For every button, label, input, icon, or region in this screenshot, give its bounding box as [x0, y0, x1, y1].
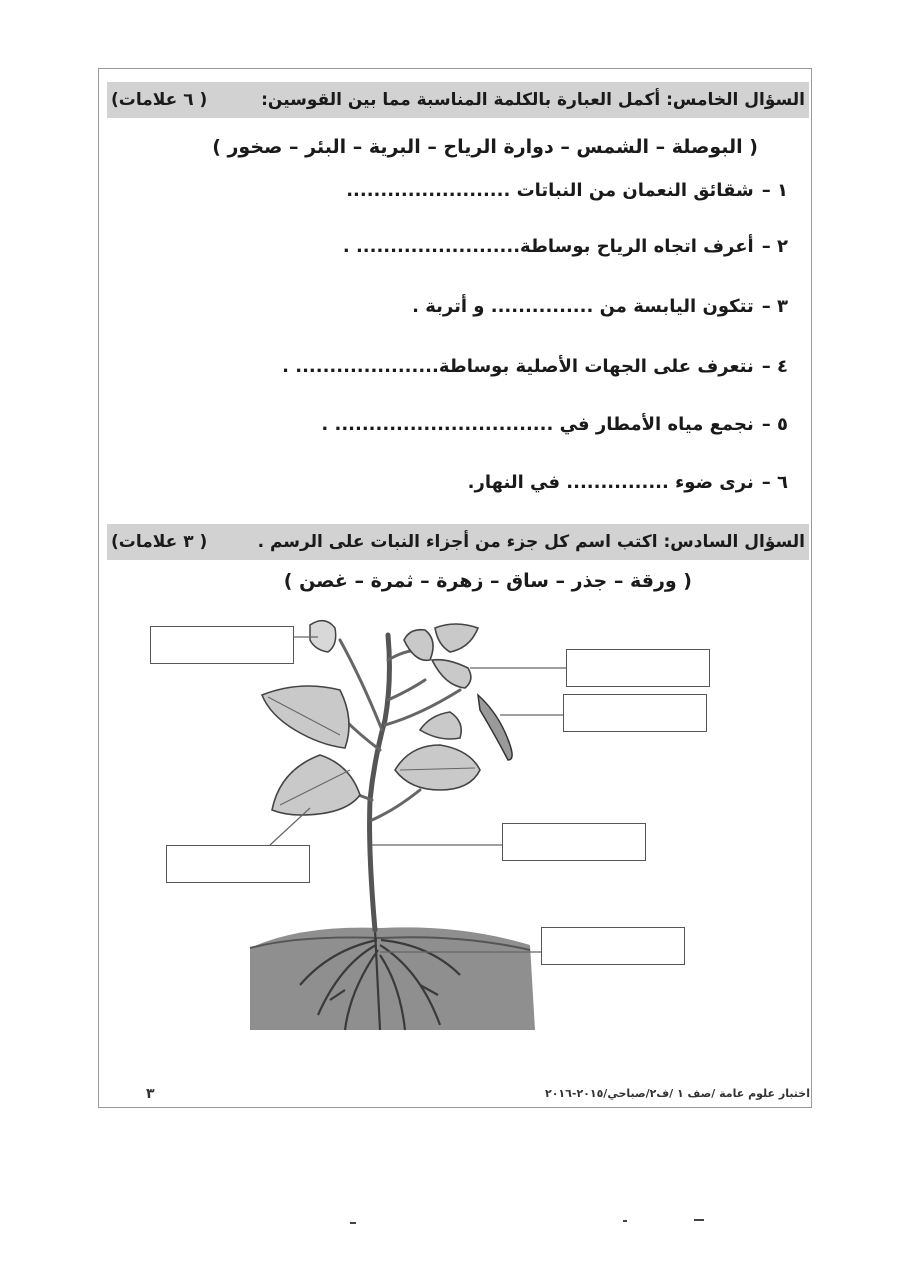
- question-5-item-3: [412, 296, 788, 317]
- label-box-branch[interactable]: [166, 845, 310, 883]
- page-number: ٣: [146, 1086, 155, 1102]
- question-5-word-bank: ( البوصلة – الشمس – دوارة الرياح – البرية – البئر – صخور ): [212, 136, 758, 158]
- item-text: شقائق النعمان من النباتات ........................: [346, 180, 754, 201]
- label-box-fruit[interactable]: [563, 694, 707, 732]
- label-box-stem[interactable]: [502, 823, 646, 861]
- item-text: تتكون اليابسة من ............... و أتربة .: [412, 296, 754, 317]
- question-5-title: السؤال الخامس: أكمل العبارة بالكلمة المناسبة مما بين القوسين:: [261, 90, 805, 110]
- scan-speck: [623, 1220, 627, 1222]
- plant-stem: [370, 635, 390, 930]
- question-5-header: [107, 82, 809, 118]
- question-5-marks: ( ٦ علامات): [111, 90, 208, 110]
- question-5-item-4: [282, 356, 788, 377]
- item-text: نتعرف على الجهات الأصلية بوساطة..................... .: [282, 356, 754, 377]
- question-5-item-1: [346, 180, 788, 201]
- item-number: ٤ –: [761, 356, 788, 377]
- question-6-marks: ( ٣ علامات): [111, 532, 208, 552]
- item-text: نجمع مياه الأمطار في ................................ .: [321, 414, 754, 435]
- question-5-item-2: [343, 236, 788, 257]
- label-box-flower[interactable]: [150, 626, 294, 664]
- question-5-item-6: [468, 472, 788, 493]
- seed-pod: [478, 695, 512, 760]
- scan-speck: [694, 1219, 704, 1221]
- item-text: أعرف اتجاه الرياح بوساطة........................ .: [342, 236, 754, 257]
- item-number: ٦ –: [761, 472, 788, 493]
- question-6-word-bank: ( ورقة – جذر – ساق – زهرة – ثمرة – غصن ): [283, 570, 692, 592]
- flower-bud: [310, 621, 336, 652]
- item-number: ٣ –: [761, 296, 788, 317]
- scan-speck: [350, 1222, 356, 1224]
- item-text: نرى ضوء ............... في النهار.: [467, 472, 754, 493]
- item-number: ١ –: [761, 180, 788, 201]
- label-box-leaf[interactable]: [566, 649, 710, 687]
- question-6-header: [107, 524, 809, 560]
- item-number: ٢ –: [761, 236, 788, 257]
- question-6-title: السؤال السادس: اكتب اسم كل جزء من أجزاء النبات على الرسم .: [257, 532, 805, 552]
- footer-exam-info: اختبار علوم عامة /صف ١ /ف٢/صباحي/٢٠١٥-٢٠١٦: [545, 1087, 810, 1100]
- label-box-root[interactable]: [541, 927, 685, 965]
- question-5-item-5: [321, 414, 788, 435]
- item-number: ٥ –: [761, 414, 788, 435]
